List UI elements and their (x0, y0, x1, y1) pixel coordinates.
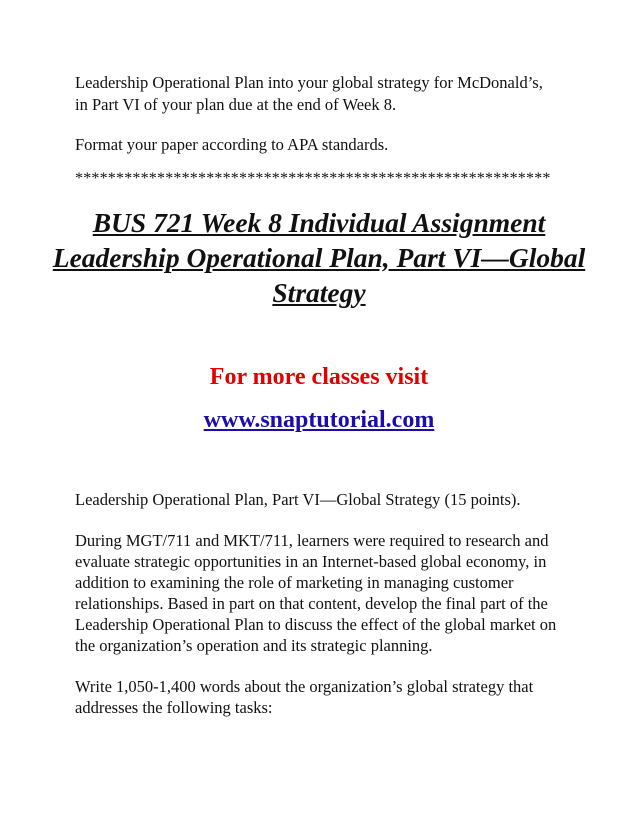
asterisk-separator: ********************************************************** (75, 170, 551, 187)
intro-line-1: Leadership Operational Plan into your global strategy for McDonald’s, (75, 73, 543, 92)
paragraph-1-line-1: During MGT/711 and MKT/711, learners were required to research and (75, 531, 549, 550)
snaptutorial-link[interactable]: www.snaptutorial.com (203, 407, 435, 433)
section-heading-line: Leadership Operational Plan, Part VI—Global Strategy (15 points). (75, 490, 521, 509)
paragraph-1-line-3: addition to examining the role of marketing in managing customer (75, 573, 514, 592)
format-instruction: Format your paper according to APA standards. (75, 135, 389, 154)
promo-visit-text: For more classes visit (209, 364, 429, 390)
title-line-1: BUS 721 Week 8 Individual Assignment (92, 207, 546, 238)
assignment-title (40, 205, 598, 310)
title-line-2: Leadership Operational Plan, Part VI—Global (52, 242, 586, 273)
title-line-3: Strategy (272, 277, 366, 308)
intro-line-2: in Part VI of your plan due at the end of Week 8. (75, 95, 397, 114)
paragraph-1-line-4: relationships. Based in part on that content, develop the final part of the (75, 594, 548, 613)
paragraph-1-line-6: the organization’s operation and its strategic planning. (75, 636, 433, 655)
paragraph-2-line-1: Write 1,050-1,400 words about the organization’s global strategy that (75, 677, 534, 696)
promo-link-container (0, 405, 638, 435)
paragraph-1-line-5: Leadership Operational Plan to discuss the effect of the global market on (75, 615, 557, 634)
paragraph-1-line-2: evaluate strategic opportunities in an Internet-based global economy, in (75, 552, 547, 571)
paragraph-2-line-2: addresses the following tasks: (75, 698, 273, 717)
